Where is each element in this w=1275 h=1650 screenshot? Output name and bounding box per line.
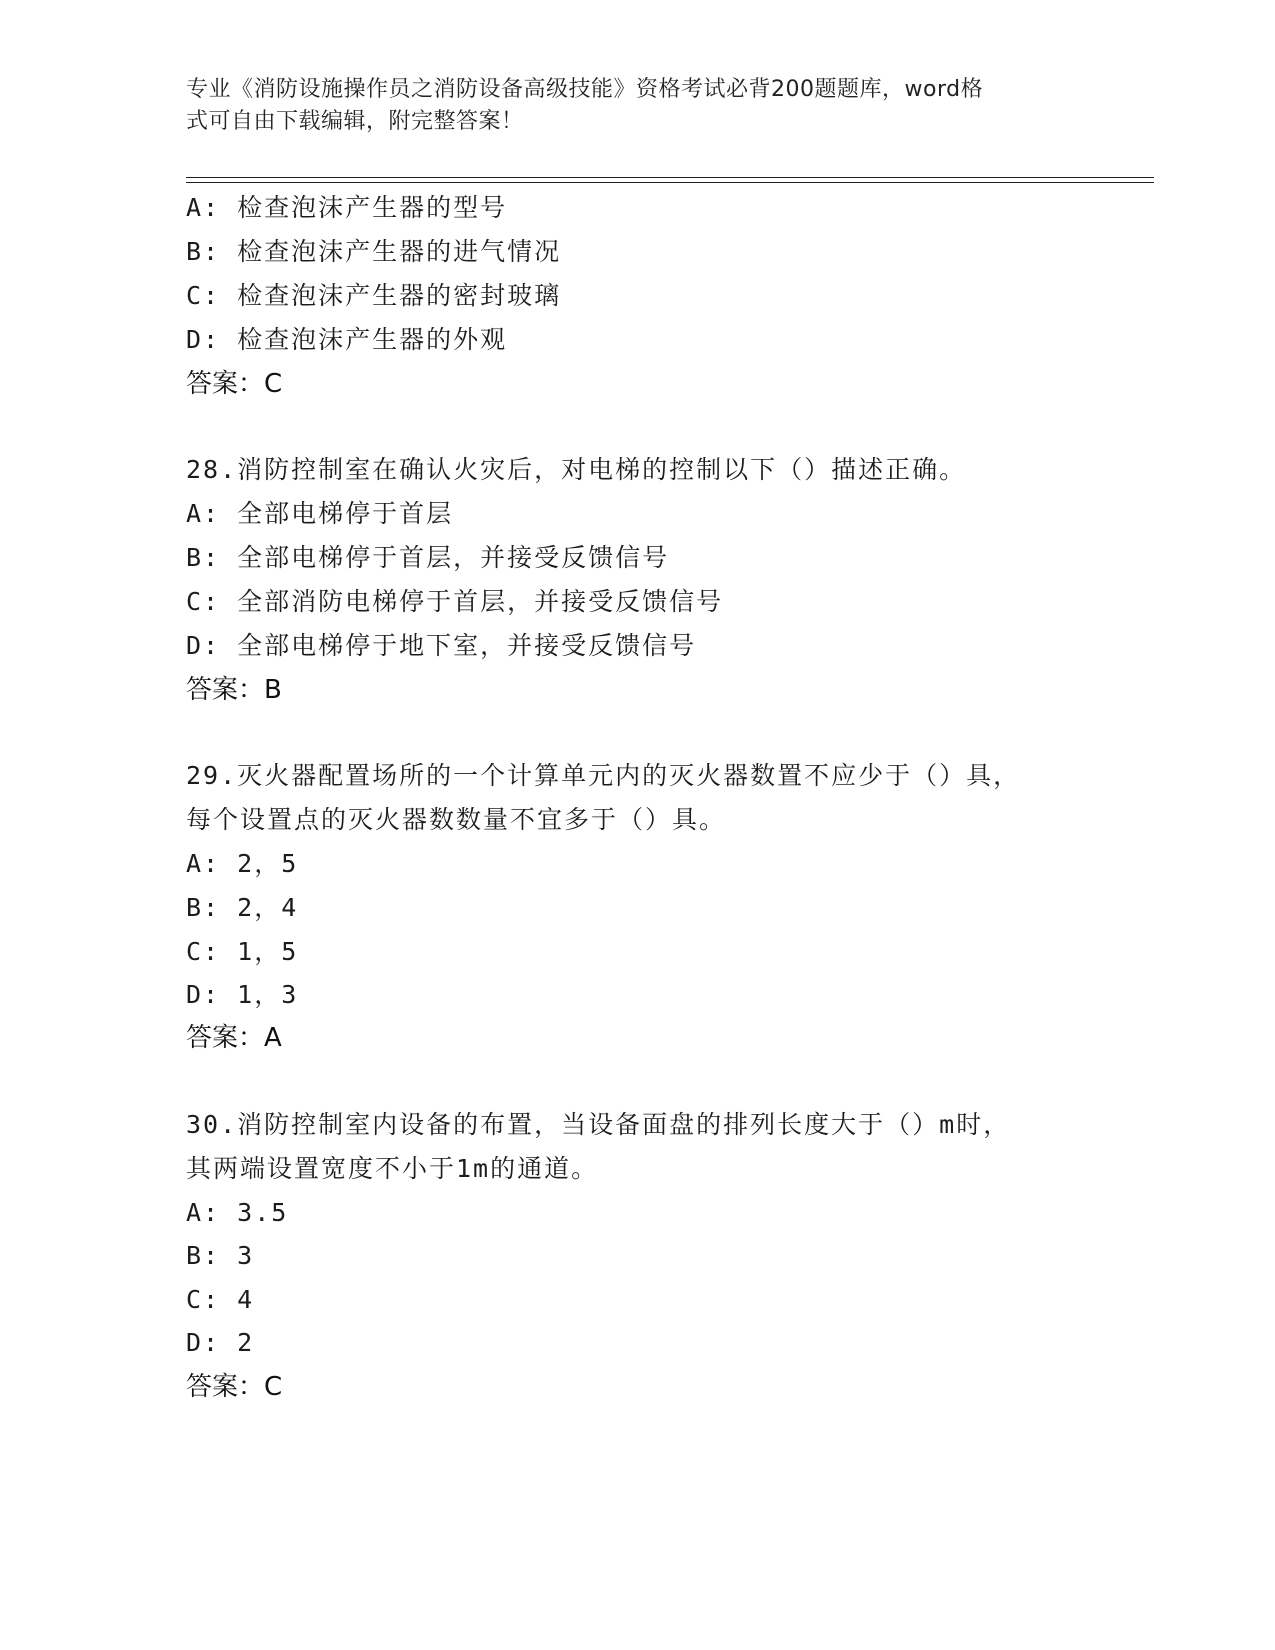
- answer-label: 答案：: [186, 675, 265, 705]
- q30-question-line-1: 30.消防控制室内设备的布置，当设备面盘的排列长度大于（）m时，: [186, 1110, 1011, 1139]
- q29-option-a: A: 2，5: [186, 849, 299, 878]
- q28-option-c: C: 全部消防电梯停于首层，并接受反馈信号: [186, 587, 724, 616]
- q29-question-line-2: 每个设置点的灭火器数数量不宜多于（）具。: [186, 805, 727, 834]
- q28-option-b: B: 全部电梯停于首层，并接受反馈信号: [186, 543, 670, 572]
- q28-question: 28.消防控制室在确认火灾后，对电梯的控制以下（）描述正确。: [186, 455, 967, 484]
- q30-option-d: D: 2: [186, 1328, 255, 1357]
- header-divider-bottom: [186, 182, 1154, 183]
- answer-label: 答案：: [186, 1023, 265, 1053]
- q30-option-b: B: 3: [186, 1241, 255, 1270]
- answer-label: 答案：: [186, 369, 265, 399]
- answer-value: A: [264, 1023, 282, 1053]
- q28-option-d: D: 全部电梯停于地下室，并接受反馈信号: [186, 631, 697, 660]
- answer-label: 答案：: [186, 1372, 265, 1402]
- q27-option-d: D: 检查泡沫产生器的外观: [186, 325, 508, 354]
- q27-option-c: C: 检查泡沫产生器的密封玻璃: [186, 281, 562, 310]
- q30-answer: [186, 1370, 282, 1404]
- q27-option-b: B: 检查泡沫产生器的进气情况: [186, 237, 562, 266]
- document-header: [186, 74, 1066, 138]
- q29-option-d: D: 1，3: [186, 980, 299, 1009]
- q27-option-a: A: 检查泡沫产生器的型号: [186, 193, 508, 222]
- q29-option-c: C: 1，5: [186, 937, 299, 966]
- header-divider-top: [186, 177, 1154, 178]
- q30-question-line-2: 其两端设置宽度不小于1m的通道。: [186, 1154, 599, 1183]
- header-line-2: 式可自由下载编辑，附完整答案！: [186, 109, 524, 134]
- q28-option-a: A: 全部电梯停于首层: [186, 499, 454, 528]
- answer-value: C: [264, 369, 283, 399]
- answer-value: B: [264, 675, 282, 705]
- q29-answer: [186, 1021, 282, 1055]
- header-line-1: 专业《消防设施操作员之消防设备高级技能》资格考试必背200题题库，word格: [186, 77, 984, 102]
- q29-option-b: B: 2，4: [186, 893, 299, 922]
- answer-value: C: [264, 1372, 283, 1402]
- q30-option-c: C: 4: [186, 1285, 255, 1314]
- q30-option-a: A: 3.5: [186, 1198, 289, 1227]
- q28-answer: [186, 673, 282, 707]
- q27-answer: [186, 367, 282, 401]
- q29-question-line-1: 29.灭火器配置场所的一个计算单元内的灭火器数置不应少于（）具，: [186, 761, 1021, 790]
